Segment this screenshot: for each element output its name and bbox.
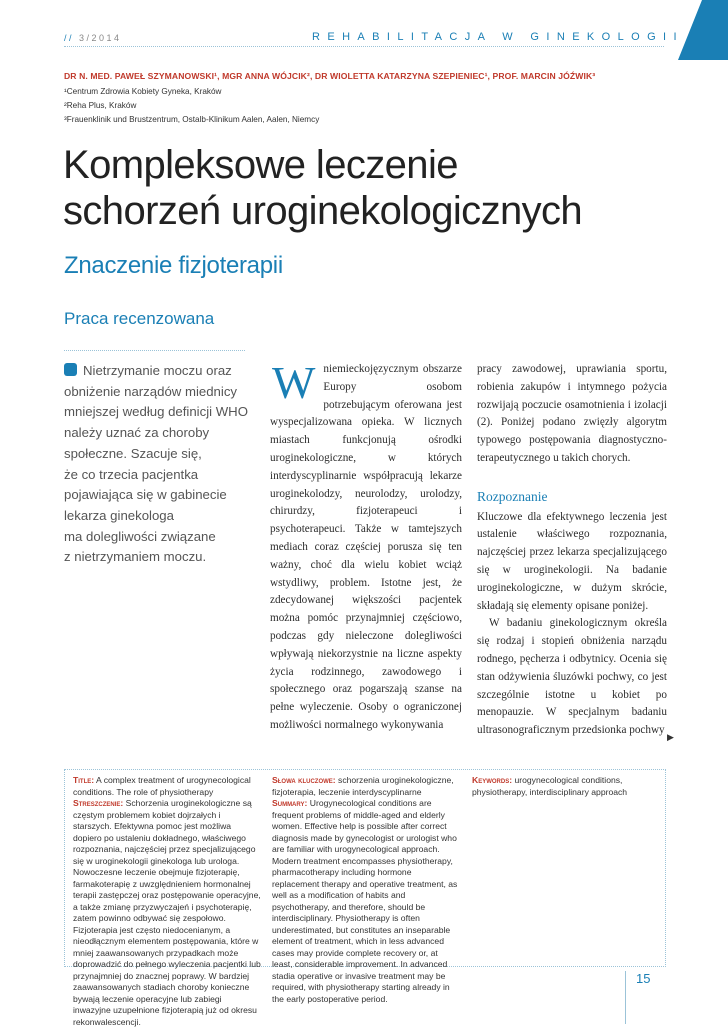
title-line-2: schorzeń uroginekologicznych [63,189,583,233]
issue-number [64,33,122,43]
lead-line: obniżenie narządów miednicy [64,383,238,399]
title-key: Title: [73,775,95,785]
abstract-column-1 [73,775,261,1028]
body-paragraph-2: Kluczowe dla efektywnego leczenia jest ustalenie właściwego rozpoznania, najczęściej przez lekarza specjalizującego się w uroginekologii. Na badanie uroginekologiczne, w dużym skrócie, składają się elementy opisane poniżej. [477,510,667,612]
body-column-2-flow [477,361,667,740]
abstract-summary [272,798,460,1005]
lead-line: pojawiająca się w gabinecie [64,487,227,503]
abstract-keywords-en [472,775,660,798]
title-value: A complex treatment of urogynecological conditions. The role of physiotherapy [73,775,251,797]
section-heading-rozpoznanie: Rozpoznanie [477,488,548,504]
affiliation-3: ³Frauenklinik und Brustzentrum, Ostalb-Klinikum Aalen, Aalen, Niemcy [64,115,320,124]
summary-value: Urogynecological conditions are frequent problems of middle-aged and elderly women. Effective help is possible after correct diagnosis made by gynecologist or urologist who are familiar with urogynecological approach. Modern treatment encompasses physiotherapy, pharmacotherapy including hormone replacement therapy and operative treatment, as well as a modification of habits and psychotherapy, and therefore, should be interdisciplinary. Physiotherapy is often underestimated, but constitutes an inseparable element of treatment, which in less advanced cases may provide complete recovery or, at least, considerable improvement. In advanced stadia operative or invasive treatment may be required, with physiotherapy starting already in the early postoperative period. [272,798,458,1004]
abstract-title [73,775,261,798]
streszczenie-key: Streszczenie: [73,798,124,808]
author-list: DR N. MED. PAWEŁ SZYMANOWSKI¹, MGR ANNA WÓJCIK², DR WIOLETTA KATARZYNA SZEPIENIEC¹, PROF. MARCIN JÓŹWIK³ [64,71,596,81]
keywords-key: Keywords: [472,775,513,785]
body-paragraph-1: niemieckojęzycznym obszarze Europy osobom potrzebującym oferowana jest wyspecjalizowana opieka. W licznych miastach funkcjonują ośrodki uroginekologiczne, w których interdyscyplinarnie współpracują lekarze uroginekolodzy, neurolodzy, urolodzy, chirurdzy, fizjoterapeuci i psychoterapeuci. Także w tamtejszych mediach coraz częściej porusza się ten ważny, choć dla wielu kobiet wciąż wstydliwy, problem. Istotne jest, że zdecydowanej większości pacjentek można pomóc przynajmniej częściowo, podczas gdy nieleczone dolegliwości wpływają niekorzystnie na liczne aspekty życia rodzinnego, zawodowego i społecznego oraz pogarszają szanse na pełne wyleczenie. Osoby o ograniczonej możliwości normalnego wykonywania [270,363,462,731]
lead-line: Nietrzymanie moczu oraz [83,363,232,378]
body-column-1 [270,357,462,735]
section-title: REHABILITACJA W GINEKOLOGII [312,31,684,43]
affiliation-2: ²Reha Plus, Kraków [64,101,137,110]
square-bullet-icon [64,363,77,376]
abstract-column-3 [472,775,660,798]
lead-line: lekarza ginekologa [64,507,174,523]
drop-cap: W [272,357,316,408]
lead-line: ma dolegliwości związane [64,528,216,544]
lead-line: społeczne. Szacuje się, [64,445,202,461]
lead-line: należy uznać za choroby [64,425,210,441]
article-type: Praca recenzowana [64,309,215,328]
body-paragraph-1-continued: pracy zawodowej, uprawiania sportu, robienia zakupów i intymnego pożycia rozwijają poczucie osamotnienia i izolacji (2). Poniżej podano zwięzły algorytm typowego postępowania diagnostyczno-terapeutycznego u takich chorych. [477,363,667,464]
lead-line: z nietrzymaniem moczu. [64,549,207,565]
lead-line: że co trzecia pacjentka [64,466,199,482]
title-line-1: Kompleksowe leczenie [63,143,458,187]
slowa-value: schorzenia uroginekologiczne, fizjoterapia, leczenie interdyscyplinarne [272,775,454,797]
lead-quote [64,361,264,568]
body-paragraph-3: W badaniu ginekologicznym określa się rodzaj i stopień obniżenia narządu rodnego, pęcherza i odbytnicy. Ocenia się stan odżywienia śluzówki pochwy, co jest szczególnie istotne u kobiet po menopauzie. W specjalnym badaniu ultrasonograficznym przedsionka pochwy [477,617,667,737]
affiliation-1: ¹Centrum Zdrowia Kobiety Gyneka, Kraków [64,87,222,96]
streszczenie-value: Schorzenia uroginekologiczne są częstym problemem kobiet dojrzałych i starszych. Efektywna pomoc jest możliwa dopiero po ustaleniu dokładnego, właściwego rozpoznania, najczęściej przez specjalizującego się w uroginekologii ginekologa lub urologa. Nowoczesne leczenie obejmuje fizjoterapię, farmakoterapię z uwzględnieniem hormonalnej terapii zastępczej oraz postępowanie operacyjne, a także zmianę przyzwyczajeń i psychoterapię, zatem powinno odbywać się zespołowo. Fizjoterapia jest często niedocenianym, a nieodłącznym elementem postępowania, które w mniej zaawansowanych przypadkach może doprowadzić do pełnego wyleczenia pacjentki lub przynajmniej do znacznej poprawy. W bardziej zaawansowanych stadiach choroby konieczne bywają leczenie operacyjne lub zabiegi inwazyjne uzupełnione fizjoterapią już od okresu rekonwalescencji. [73,798,261,1027]
abstract-column-2 [272,775,460,1005]
lead-line: mniejszej według definicji WHO [64,404,248,420]
page-number-divider [625,971,626,1024]
slowa-key: Słowa kluczowe: [272,775,336,785]
summary-key: Summary: [272,798,308,808]
abstract-streszczenie [73,798,261,1028]
article-title [63,142,582,234]
keywords-value: urogynecological conditions, physiotherapy, interdisciplinary approach [472,775,628,797]
lead-divider [64,350,245,351]
issue-prefix: // [64,33,75,43]
header-divider [64,46,664,47]
abstract-keywords-pl [272,775,460,798]
issue-label: 3/2014 [79,33,122,43]
continue-arrow-icon: ▶ [667,732,674,742]
article-subtitle: Znaczenie fizjoterapii [64,252,283,279]
page-number: 15 [636,971,651,986]
